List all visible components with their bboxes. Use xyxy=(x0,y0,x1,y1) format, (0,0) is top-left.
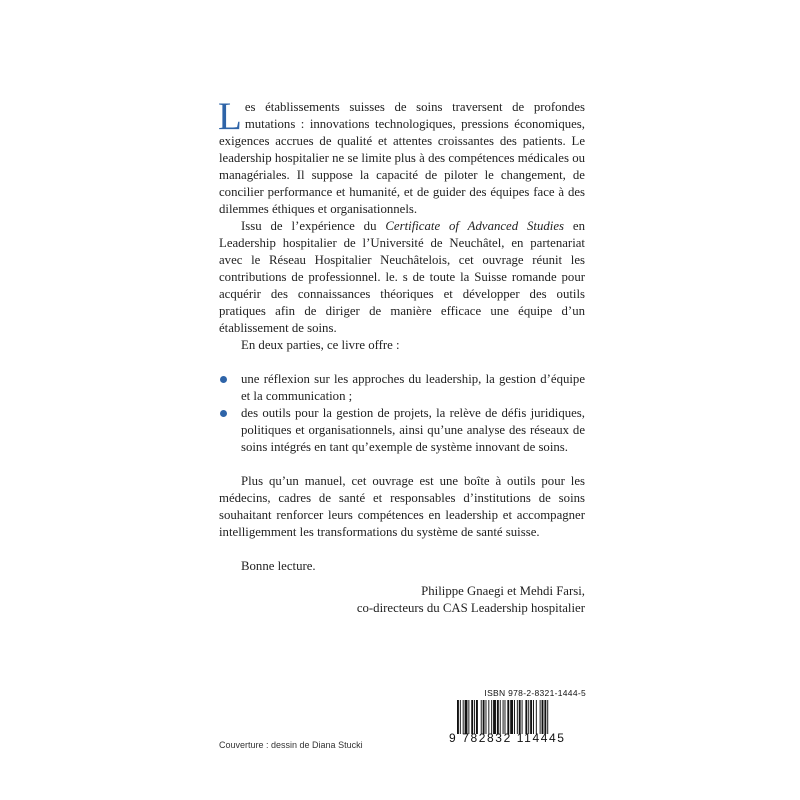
back-cover-text xyxy=(218,95,586,575)
cover-credit: Couverture : dessin de Diana Stucki xyxy=(219,740,363,750)
barcode-bar xyxy=(497,700,499,734)
barcode-bar xyxy=(519,700,521,734)
barcode-bar xyxy=(510,700,513,734)
barcode-bar xyxy=(528,700,529,734)
barcode-bar xyxy=(507,700,509,734)
bullet-icon xyxy=(220,410,227,417)
barcode-bar xyxy=(530,700,532,734)
barcode-bar xyxy=(525,700,527,734)
author-role: co-directeurs du CAS Leadership hospitalier xyxy=(356,601,585,615)
barcode-bar xyxy=(517,700,518,734)
barcode-icon xyxy=(457,700,585,734)
barcode-bar xyxy=(547,700,548,734)
intro-paragraph xyxy=(218,95,585,218)
list-item-text: une réflexion sur les approches du leadership, la gestion d’équipe et la communication ; xyxy=(241,372,585,403)
barcode-bar xyxy=(500,700,501,734)
barcode-bar xyxy=(463,700,464,734)
parts-intro: En deux parties, ce livre offre : xyxy=(241,338,400,352)
barcode-bar xyxy=(488,700,489,734)
barcode-bar xyxy=(476,700,478,734)
barcode-bar xyxy=(522,700,523,734)
barcode-bar xyxy=(481,700,482,734)
barcode-bar xyxy=(503,700,504,734)
barcode-digits: 9 782832 114445 xyxy=(449,731,566,745)
origin-text-start: Issu de l’expérience du xyxy=(241,219,386,233)
barcode-bar xyxy=(491,700,492,734)
barcode-bar xyxy=(468,700,469,734)
barcode-bar xyxy=(486,700,487,734)
signature-block xyxy=(219,583,585,617)
isbn-barcode xyxy=(449,690,588,750)
barcode-bar xyxy=(465,700,468,734)
intro-text: es établissements suisses de soins traversent de profondes mutations : innovations technologiques, pressions économiques, exigences accrues de qualité et attentes croissantes des patients. Le leadership hospitalier ne se limite plus à des compétences médicales ou managériales. Il suppose la capacité de piloter le changement, de concilier performance et humanité, et de guider des équipes face à des dilemmes éthiques et organisationnels. xyxy=(219,100,585,216)
list-item xyxy=(219,405,585,456)
barcode-bar xyxy=(460,700,461,734)
barcode-bar xyxy=(542,700,544,734)
drop-cap: L xyxy=(218,95,242,138)
barcode-bar xyxy=(514,700,515,734)
bullet-icon xyxy=(220,376,227,383)
barcode-bar xyxy=(536,700,537,734)
origin-paragraph xyxy=(219,218,585,337)
closing-line: Bonne lecture. xyxy=(241,559,316,573)
barcode-bar xyxy=(483,700,485,734)
barcode-bar xyxy=(544,700,546,734)
barcode-bar xyxy=(474,700,475,734)
contents-list xyxy=(219,371,585,456)
author-names: Philippe Gnaegi et Mehdi Farsi, xyxy=(421,584,585,598)
barcode-bar xyxy=(540,700,541,734)
barcode-bar xyxy=(505,700,506,734)
list-item-text: des outils pour la gestion de projets, la relève de défis juridiques, politiques et organisationnels, ainsi qu’une analyse des réseaux de soins intégrés en tant qu’exemple de système innovant de soins. xyxy=(241,406,585,454)
list-item xyxy=(219,371,585,405)
origin-text-end: en Leadership hospitalier de l’Université de Neuchâtel, en partenariat avec le Réseau Hospitalier Neuchâtelois, cet ouvrage réunit les contributions de professionnel. le. s de toute la Suisse romande pour acquérir des connaissances théoriques et développer des outils pratiques afin de diriger de manière efficace une équipe d’un établissement de soins. xyxy=(219,219,586,335)
barcode-bar xyxy=(457,700,459,734)
program-name: Certificate of Advanced Studies xyxy=(385,219,565,233)
barcode-bar xyxy=(471,700,473,734)
conclusion-paragraph: Plus qu’un manuel, cet ouvrage est une boîte à outils pour les médecins, cadres de santé et responsables d’institutions de soins souhaitant renforcer leurs compétences en leadership et accompagner intelligemment les transformations du système de santé suisse. xyxy=(219,474,585,539)
barcode-bar xyxy=(533,700,534,734)
barcode-bar xyxy=(493,700,496,734)
isbn-label: ISBN 978-2-8321-1444-5 xyxy=(484,688,586,698)
